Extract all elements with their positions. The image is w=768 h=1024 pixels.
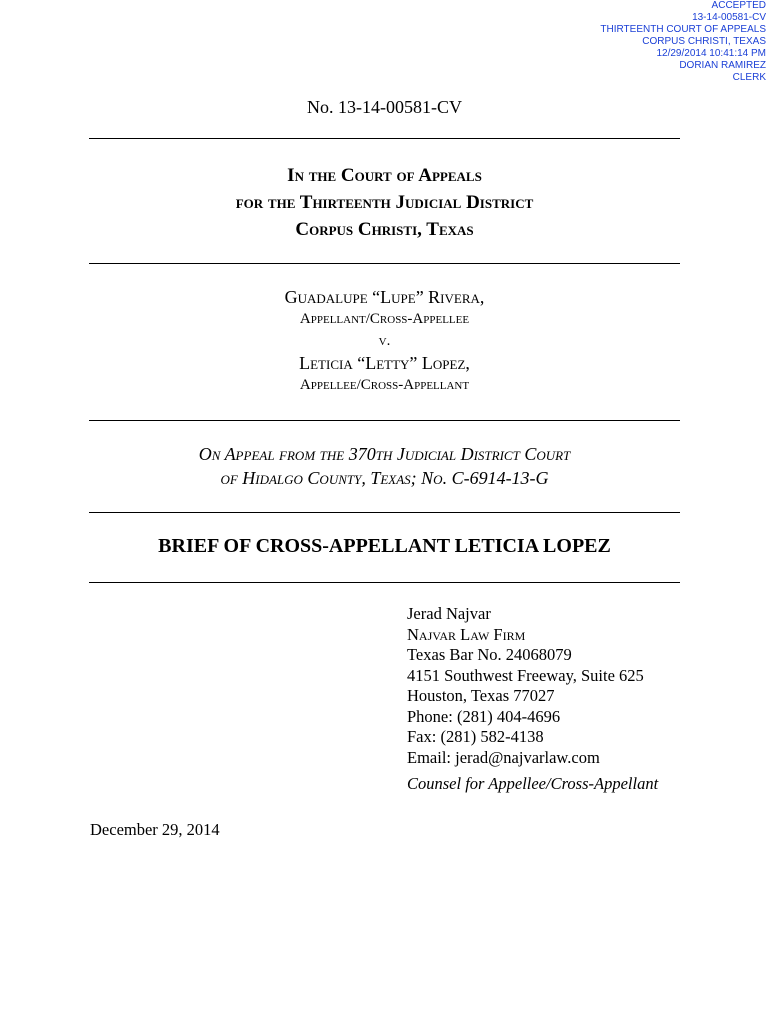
counsel-firm: Najvar Law Firm xyxy=(407,624,526,644)
filing-date: December 29, 2014 xyxy=(90,820,220,839)
appeal-line-2: of Hidalgo County, Texas; No. C-6914-13-G xyxy=(220,468,549,488)
counsel-address-2: Houston, Texas 77027 xyxy=(407,686,555,705)
counsel-email: Email: jerad@najvarlaw.com xyxy=(407,747,600,767)
stamp-clerk-title: CLERK xyxy=(732,72,766,83)
brief-title: BRIEF OF CROSS-APPELLANT LETICIA LOPEZ xyxy=(158,535,611,557)
stamp-court: THIRTEENTH COURT OF APPEALS xyxy=(600,24,766,35)
filing-stamp xyxy=(586,0,766,84)
appellee-name: Leticia “Letty” Lopez, xyxy=(299,353,470,373)
stamp-case-number: 13-14-00581-CV xyxy=(692,12,766,23)
appellee-role: Appellee/Cross-Appellant xyxy=(299,377,470,393)
counsel-block xyxy=(407,604,658,795)
counsel-role: Counsel for Appellee/Cross-Appellant xyxy=(407,774,659,793)
counsel-phone: Phone: (281) 404-4696 xyxy=(407,706,561,726)
court-line-3: Corpus Christi, Texas xyxy=(295,219,474,240)
divider-5 xyxy=(89,582,680,583)
stamp-clerk-name: DORIAN RAMIREZ xyxy=(679,60,766,71)
case-number: No. 13-14-00581-CV xyxy=(307,97,462,117)
stamp-timestamp: 12/29/2014 10:41:14 PM xyxy=(656,48,766,59)
versus: v. xyxy=(378,333,391,349)
appellant-name: Guadalupe “Lupe” Rivera, xyxy=(284,287,485,307)
counsel-name: Jerad Najvar xyxy=(407,604,491,623)
appeal-line-1: On Appeal from the 370th Judicial District Court xyxy=(198,444,571,464)
divider-4 xyxy=(89,512,680,513)
divider-2 xyxy=(89,263,680,264)
divider-3 xyxy=(89,420,680,421)
counsel-fax: Fax: (281) 582-4138 xyxy=(407,727,544,746)
court-line-2: for the Thirteenth Judicial District xyxy=(235,192,534,213)
stamp-city: CORPUS CHRISTI, TEXAS xyxy=(642,36,766,47)
counsel-address-1: 4151 Southwest Freeway, Suite 625 xyxy=(407,665,644,685)
stamp-status: ACCEPTED xyxy=(711,0,766,11)
appellant-role: Appellant/Cross-Appellee xyxy=(299,311,470,327)
court-heading xyxy=(89,162,680,243)
counsel-bar-number: Texas Bar No. 24068079 xyxy=(407,645,572,664)
parties-block xyxy=(89,286,680,396)
appeal-origin xyxy=(89,442,680,490)
divider-1 xyxy=(89,138,680,139)
court-line-1: In the Court of Appeals xyxy=(287,165,482,186)
